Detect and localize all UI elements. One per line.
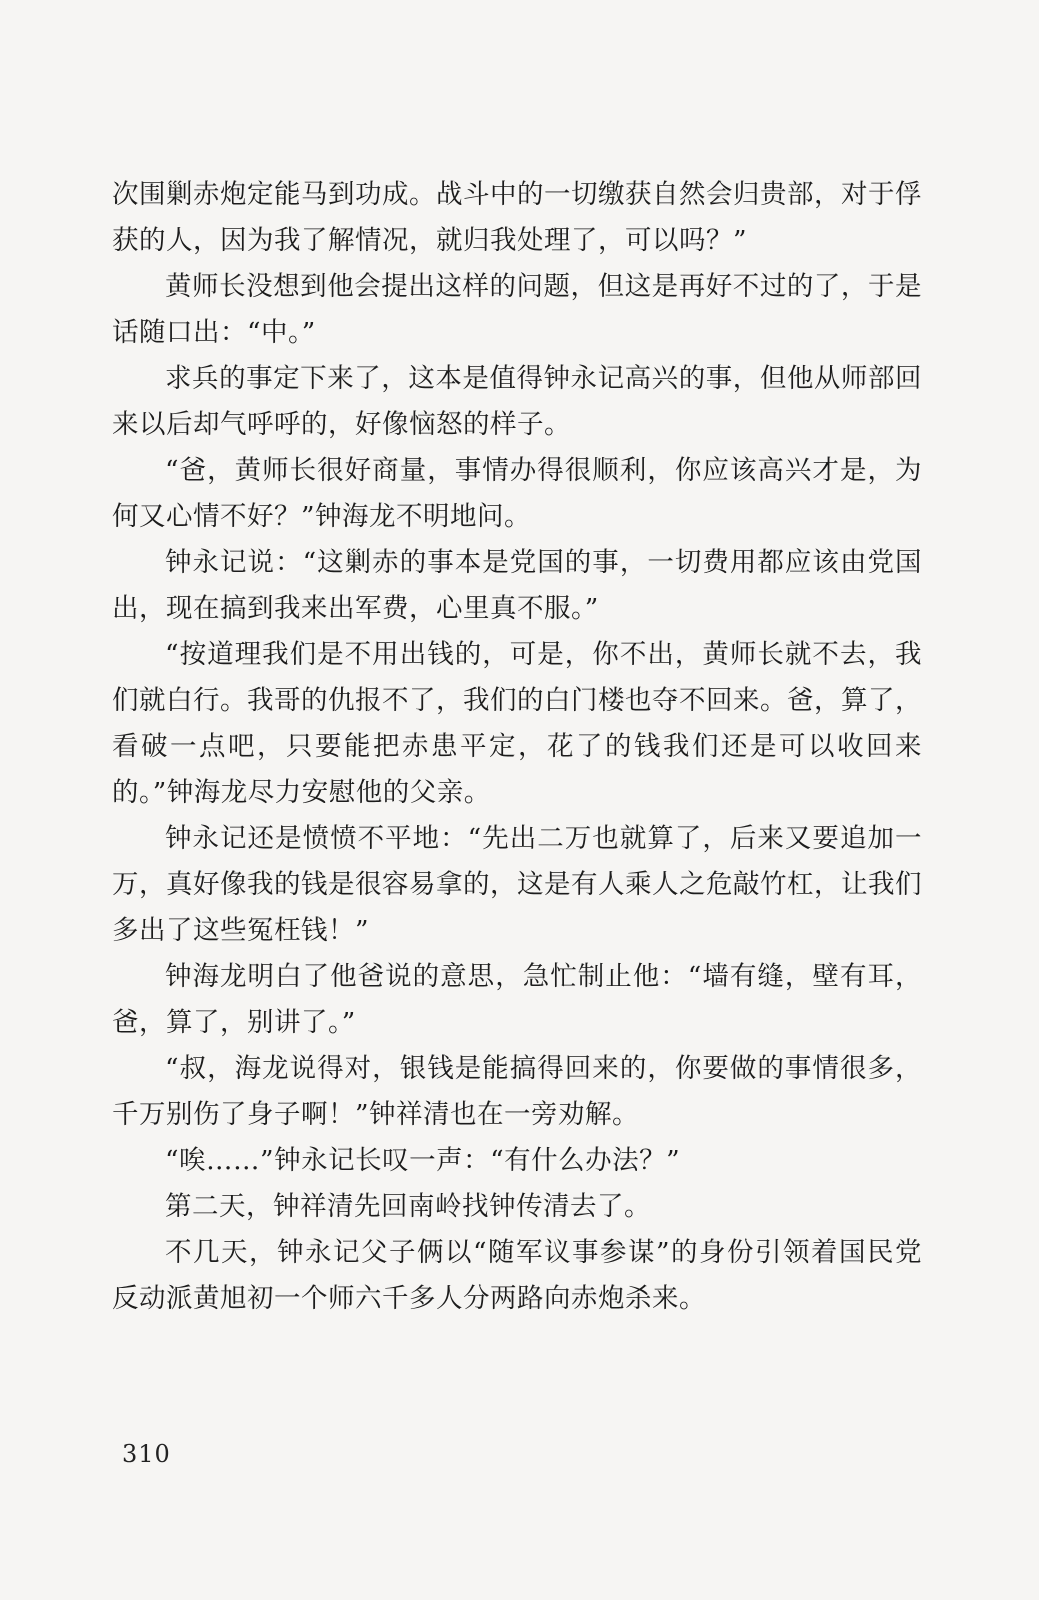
page-number: 310 [122,1440,171,1468]
paragraph: 求兵的事定下来了，这本是值得钟永记高兴的事，但他从师部回来以后却气呼呼的，好像恼怒的样子。 [112,363,922,440]
paragraph: 不几天，钟永记父子俩以“随军议事参谋”的身份引领着国民党反动派黄旭初一个师六千多人分两路向赤炮杀来。 [112,1237,922,1314]
paragraph: 钟永记还是愤愤不平地：“先出二万也就算了，后来又要追加一万，真好像我的钱是很容易拿的，这是有人乘人之危敲竹杠，让我们多出了这些冤枉钱！” [112,823,922,946]
paragraph: “唉……”钟永记长叹一声：“有什么办法？” [165,1145,681,1176]
paragraph: 钟海龙明白了他爸说的意思，急忙制止他：“墙有缝，壁有耳，爸，算了，别讲了。” [112,961,922,1038]
paragraph: 次围剿赤炮定能马到功成。战斗中的一切缴获自然会归贵部，对于俘获的人，因为我了解情况，就归我处理了，可以吗？” [112,179,922,256]
paragraph: “按道理我们是不用出钱的，可是，你不出，黄师长就不去，我们就白行。我哥的仇报不了，我们的白门楼也夺不回来。爸，算了，看破一点吧，只要能把赤患平定，花了的钱我们还是可以收回来的。”钟海龙尽力安慰他的父亲。 [112,639,922,808]
paragraph: “爸，黄师长很好商量，事情办得很顺利，你应该高兴才是，为何又心情不好？”钟海龙不明地问。 [112,455,922,532]
paragraph: 钟永记说：“这剿赤的事本是党国的事，一切费用都应该由党国出，现在搞到我来出军费，心里真不服。” [112,547,922,624]
body-text [112,172,922,1322]
paragraph: 第二天，钟祥清先回南岭找钟传清去了。 [165,1191,651,1222]
paragraph: 黄师长没想到他会提出这样的问题，但这是再好不过的了，于是话随口出：“中。” [112,271,922,348]
paragraph: “叔，海龙说得对，银钱是能搞得回来的，你要做的事情很多，千万别伤了身子啊！”钟祥清也在一旁劝解。 [112,1053,922,1130]
